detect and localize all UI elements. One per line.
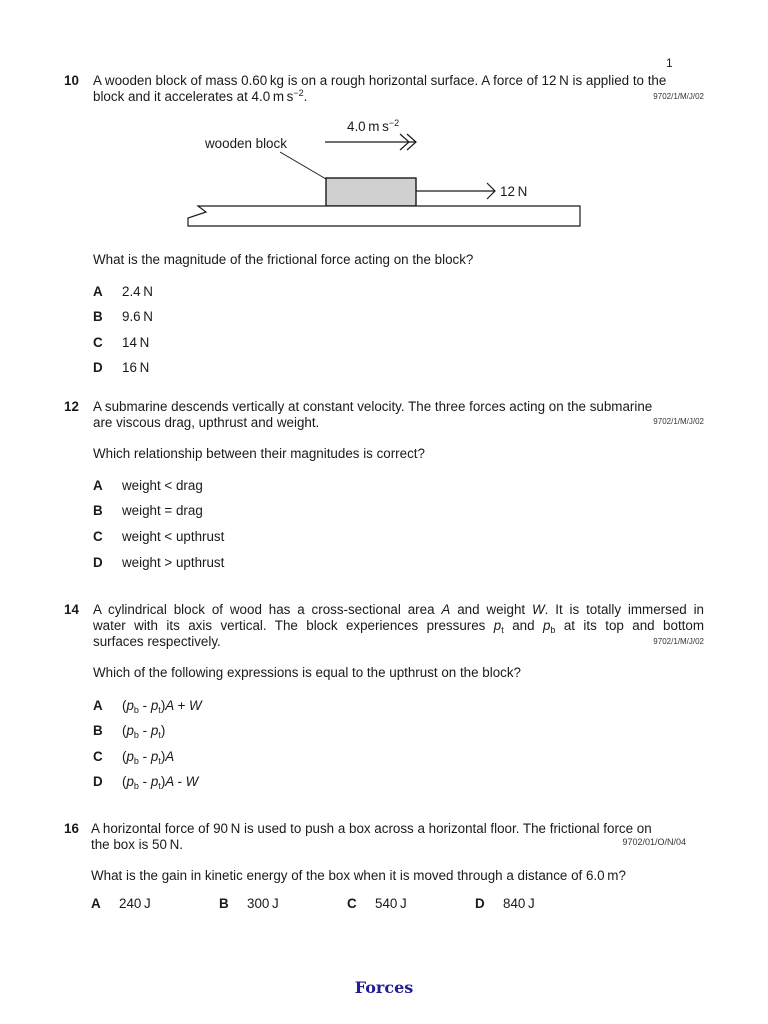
q16-option-text: 840 J xyxy=(503,896,535,911)
question-10-line2: block and it accelerates at 4.0 m $s^{-2}$. xyxy=(93,88,308,104)
question-16-line2: the box is 50 N. xyxy=(91,837,184,852)
question-16-prompt: What is the gain in kinetic energy of the box when it is moved through a distance of 6.0 m? xyxy=(91,868,626,883)
q14-option-letter: C xyxy=(93,749,103,764)
question-12-line2: are viscous drag, upthrust and weight. xyxy=(93,415,320,430)
question-14-line2: water with its axis vertical. The block experiences pressures $p_t$ and $p_b$ at its top and bottom xyxy=(93,618,704,635)
q14-option-expression: $(p_b - p_t)$ xyxy=(122,723,166,740)
q10-option-letter: D xyxy=(93,360,103,375)
q16-option-letter: A xyxy=(91,896,101,911)
question-10-prompt: What is the magnitude of the frictional force acting on the block? xyxy=(93,252,474,267)
rough-surface xyxy=(188,206,580,226)
q10-option-text: 16 N xyxy=(122,360,150,375)
q12-option-letter: C xyxy=(93,529,103,544)
q12-option-text: weight = drag xyxy=(122,503,203,518)
q12-option-text: weight > upthrust xyxy=(122,555,225,570)
acceleration-arrow xyxy=(325,134,416,150)
q16-option-text: 240 J xyxy=(119,896,151,911)
q12-option-letter: B xyxy=(93,503,103,518)
q12-option-text: weight < drag xyxy=(122,478,203,493)
wooden-block-diagram xyxy=(180,112,600,232)
q10-option-text: 9.6 N xyxy=(122,309,153,324)
q12-option-letter: A xyxy=(93,478,103,493)
question-14-line1: A cylindrical block of wood has a cross-sectional area A and weight W. It is totally immersed in xyxy=(93,602,705,617)
q16-option-letter: D xyxy=(475,896,485,911)
question-14-number: 14 xyxy=(64,602,79,617)
q16-option-text: 300 J xyxy=(247,896,279,911)
question-16-number: 16 xyxy=(64,821,79,836)
q14-option-letter: A xyxy=(93,698,103,713)
question-12-reference: 9702/1/M/J/02 xyxy=(653,417,704,426)
question-14-line3: surfaces respectively. xyxy=(93,634,221,649)
label-leader-line xyxy=(280,152,326,179)
q10-option-letter: C xyxy=(93,335,103,350)
question-10-number: 10 xyxy=(64,73,79,88)
question-12-line1: A submarine descends vertically at constant velocity. The three forces acting on the submarine xyxy=(93,399,653,414)
question-14-prompt: Which of the following expressions is equal to the upthrust on the block? xyxy=(93,665,522,680)
q12-option-text: weight < upthrust xyxy=(122,529,225,544)
wooden-block-label: wooden block xyxy=(205,136,287,151)
q12-option-letter: D xyxy=(93,555,103,570)
q14-option-letter: B xyxy=(93,723,103,738)
applied-force-arrow xyxy=(416,183,495,199)
q10-option-letter: A xyxy=(93,284,103,299)
q14-option-expression: $(p_b - p_t)A$ - W xyxy=(122,774,199,791)
applied-force-label: 12 N xyxy=(500,184,528,199)
q16-option-letter: B xyxy=(219,896,229,911)
question-14-reference: 9702/1/M/J/02 xyxy=(653,637,704,646)
page-footer-title: Forces xyxy=(354,978,414,997)
q14-option-expression: $(p_b - p_t)A + W$ xyxy=(122,698,202,715)
acceleration-label: 4.0 m $s^{-2}$ xyxy=(347,118,400,134)
question-10-reference: 9702/1/M/J/02 xyxy=(653,92,704,101)
q10-option-text: 2.4 N xyxy=(122,284,153,299)
q14-option-expression: $(p_b - p_t)A$ xyxy=(122,749,175,766)
q16-option-text: 540 J xyxy=(375,896,407,911)
q10-option-letter: B xyxy=(93,309,103,324)
q14-option-letter: D xyxy=(93,774,103,789)
q16-option-letter: C xyxy=(347,896,357,911)
wooden-block xyxy=(326,178,416,206)
q10-option-text: 14 N xyxy=(122,335,150,350)
question-12-number: 12 xyxy=(64,399,79,414)
question-12-prompt: Which relationship between their magnitudes is correct? xyxy=(93,446,425,461)
question-16-reference: 9702/01/O/N/04 xyxy=(622,837,686,847)
page-number: 1 xyxy=(666,56,673,70)
question-16-line1: A horizontal force of 90 N is used to push a box across a horizontal floor. The frictional force on xyxy=(91,821,652,836)
question-10-line1: A wooden block of mass 0.60 kg is on a rough horizontal surface. A force of 12 N is applied to the xyxy=(93,73,667,88)
